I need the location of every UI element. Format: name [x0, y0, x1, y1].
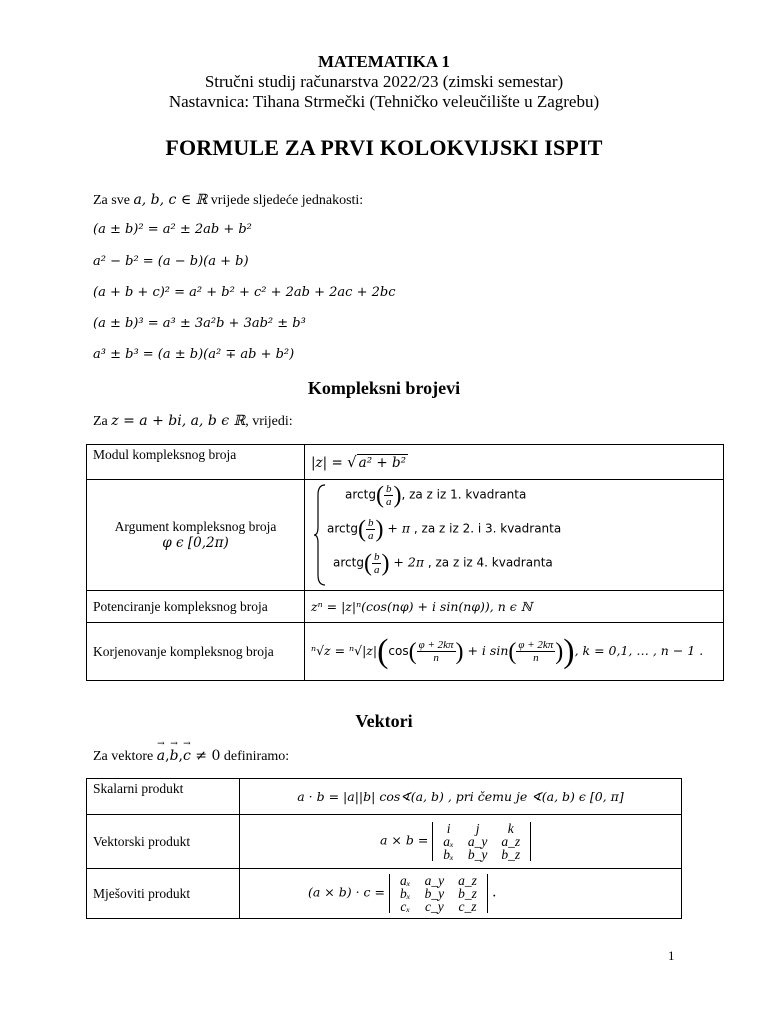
matrix-cell: aₓ	[443, 834, 454, 849]
matrix-cell: i	[446, 821, 451, 836]
root-lhs: ⁿ√z = ⁿ√|z|	[311, 642, 378, 658]
scalar-label: Skalarni produkt	[87, 779, 240, 815]
vectors-table	[86, 778, 682, 919]
vector-determinant	[432, 822, 531, 861]
mixed-lhs: (a × b) · c =	[308, 884, 389, 900]
frac-numerator: b	[367, 517, 374, 529]
vector-label: Vektorski produkt	[87, 815, 240, 869]
table-row	[87, 623, 724, 681]
left-brace-icon	[313, 483, 327, 587]
case-quadrant-2-3: arctg( $\frac{b}{a}$ ) + π , za z iz 2. i 3. kvadranta	[327, 516, 562, 543]
matrix-cell: cₓ	[400, 899, 411, 914]
matrix-cell: j	[475, 821, 480, 836]
complex-table	[86, 444, 724, 681]
case-quadrant-4: arctg( $\frac{b}{a}$ ) + 2π , za z iz 4. kvadranta	[333, 550, 553, 577]
sqrt-icon: √	[347, 453, 357, 471]
matrix-cell: a_y	[467, 834, 488, 849]
matrix-cell: a_y	[424, 873, 445, 888]
mixed-label: Mješoviti produkt	[87, 869, 240, 919]
matrix-cell: a_z	[501, 834, 521, 849]
case3-add: + 2π	[389, 554, 425, 570]
case3-tail: , za z iz 4. kvadranta	[424, 555, 553, 570]
modulus-label: Modul kompleksnog broja	[87, 445, 305, 480]
intro-suffix: vrijede sljedeće jednakosti:	[207, 193, 364, 208]
root-frac-numerator: φ + 2kπ	[518, 639, 554, 651]
argument-label-cell	[87, 480, 305, 591]
course-title: MATEMATIKA 1	[317, 52, 451, 71]
vector-formula	[240, 815, 682, 869]
complex-heading: Kompleksni brojevi	[307, 378, 461, 398]
arctg-label: arctg	[327, 521, 358, 536]
modulus-radicand: a² + b²	[358, 455, 407, 471]
modulus-formula	[305, 445, 724, 480]
complex-intro-suffix: , vrijedi:	[245, 414, 293, 429]
vectors-intro-math: ≠ 0	[195, 748, 221, 764]
case2-tail: , za z iz 2. i 3. kvadranta	[410, 521, 562, 536]
table-row	[87, 480, 724, 591]
matrix-cell: b_y	[424, 886, 445, 901]
formula-cube: (a ± b)³ = a³ ± 3a²b + 3ab² ± b³	[93, 316, 306, 331]
complex-intro-prefix: Za	[93, 414, 112, 429]
arctg-label: arctg	[345, 487, 376, 502]
formula-difference-squares: a² − b² = (a − b)(a + b)	[93, 254, 249, 269]
formula-trinomial-square: (a + b + c)² = a² + b² + c² + 2ab + 2ac + 2bc	[93, 285, 396, 300]
modulus-lhs: |z| =	[311, 455, 348, 471]
root-frac-denominator: n	[433, 652, 439, 664]
frac-denominator: a	[373, 564, 380, 576]
matrix-cell: c_z	[458, 899, 477, 914]
mixed-determinant	[389, 874, 488, 913]
table-row	[87, 815, 682, 869]
intro-prefix: Za sve	[93, 193, 134, 208]
vector-lhs: a × b =	[380, 832, 433, 848]
vectors-intro: Za vektore → a,→ b,→ c ≠ 0 definiramo:	[93, 748, 289, 765]
matrix-cell: bₓ	[443, 847, 454, 862]
frac-denominator: a	[367, 530, 374, 542]
argument-label: Argument kompleksnog broja	[114, 519, 277, 534]
frac-numerator: b	[373, 551, 380, 563]
matrix-cell: b_z	[458, 886, 477, 901]
table-row	[87, 779, 682, 815]
matrix-cell: b_y	[467, 847, 488, 862]
matrix-cell: a_z	[458, 873, 477, 888]
matrix-cell: k	[507, 821, 514, 836]
table-row	[87, 445, 724, 480]
arctg-label: arctg	[333, 555, 364, 570]
matrix-cell: b_z	[501, 847, 521, 862]
root-frac-numerator: φ + 2kπ	[418, 639, 454, 651]
root-tail: , k = 0,1, … , n − 1 .	[574, 642, 704, 658]
power-label: Potenciranje kompleksnog broja	[87, 591, 305, 623]
root-cos: cos	[388, 643, 409, 658]
case-quadrant-1: arctg( $\frac{b}{a}$ ), za z iz 1. kvadranta	[345, 482, 527, 509]
root-formula: ⁿ√z = ⁿ√|z|(cos( $\frac{\varphi + 2k\pi}{n}$ ) + i sin( $\frac{\varphi + 2k\pi}{n}$ )), k = 0,1, … , n − 1 .	[305, 623, 724, 681]
root-mid: + i sin	[463, 642, 509, 658]
page-number: 1	[668, 948, 675, 963]
identities-intro	[93, 192, 363, 209]
argument-cases	[311, 481, 717, 589]
document-header	[0, 52, 768, 112]
table-row	[87, 591, 724, 623]
argument-range: φ ϵ [0,2π)	[162, 535, 229, 551]
root-frac-denominator: n	[533, 652, 539, 664]
case2-add: + π	[383, 520, 411, 536]
matrix-cell: bₓ	[399, 886, 411, 901]
matrix-cell: c_y	[424, 899, 444, 914]
power-formula: zⁿ = |z|ⁿ(cos(nφ) + i sin(nφ)), n ϵ ℕ	[305, 591, 724, 623]
vectors-intro-prefix: Za vektore	[93, 749, 157, 764]
scalar-formula: a · b = |a||b| cos∢(a, b) , pri čemu je ∢(a, b) ϵ [0, π]	[240, 779, 682, 815]
mixed-formula	[240, 869, 682, 919]
complex-intro-math: z = a + bi, a, b ϵ ℝ	[111, 413, 246, 429]
complex-intro	[93, 413, 293, 430]
matrix-cell: aₓ	[399, 873, 411, 888]
vectors-heading: Vektori	[355, 711, 413, 731]
intro-vars: a, b, c ∈ ℝ	[133, 192, 208, 208]
case1-tail: , za z iz 1. kvadranta	[401, 487, 527, 502]
frac-numerator: b	[385, 483, 392, 495]
document-title: FORMULE ZA PRVI KOLOKVIJSKI ISPIT	[165, 135, 603, 160]
vectors-intro-suffix: definiramo:	[220, 749, 290, 764]
teacher-line: Nastavnica: Tihana Strmečki (Tehničko veleučilište u Zagrebu)	[168, 92, 600, 111]
root-label: Korjenovanje kompleksnog broja	[87, 623, 305, 681]
table-row	[87, 869, 682, 919]
program-line: Stručni studij računarstva 2022/23 (zimski semestar)	[204, 72, 564, 91]
formula-sum-cubes: a³ ± b³ = (a ± b)(a² ∓ ab + b²)	[93, 347, 295, 362]
frac-denominator: a	[385, 496, 392, 508]
formula-square: (a ± b)² = a² ± 2ab + b²	[93, 222, 252, 237]
mixed-tail: .	[487, 884, 497, 901]
argument-formula	[305, 480, 724, 591]
